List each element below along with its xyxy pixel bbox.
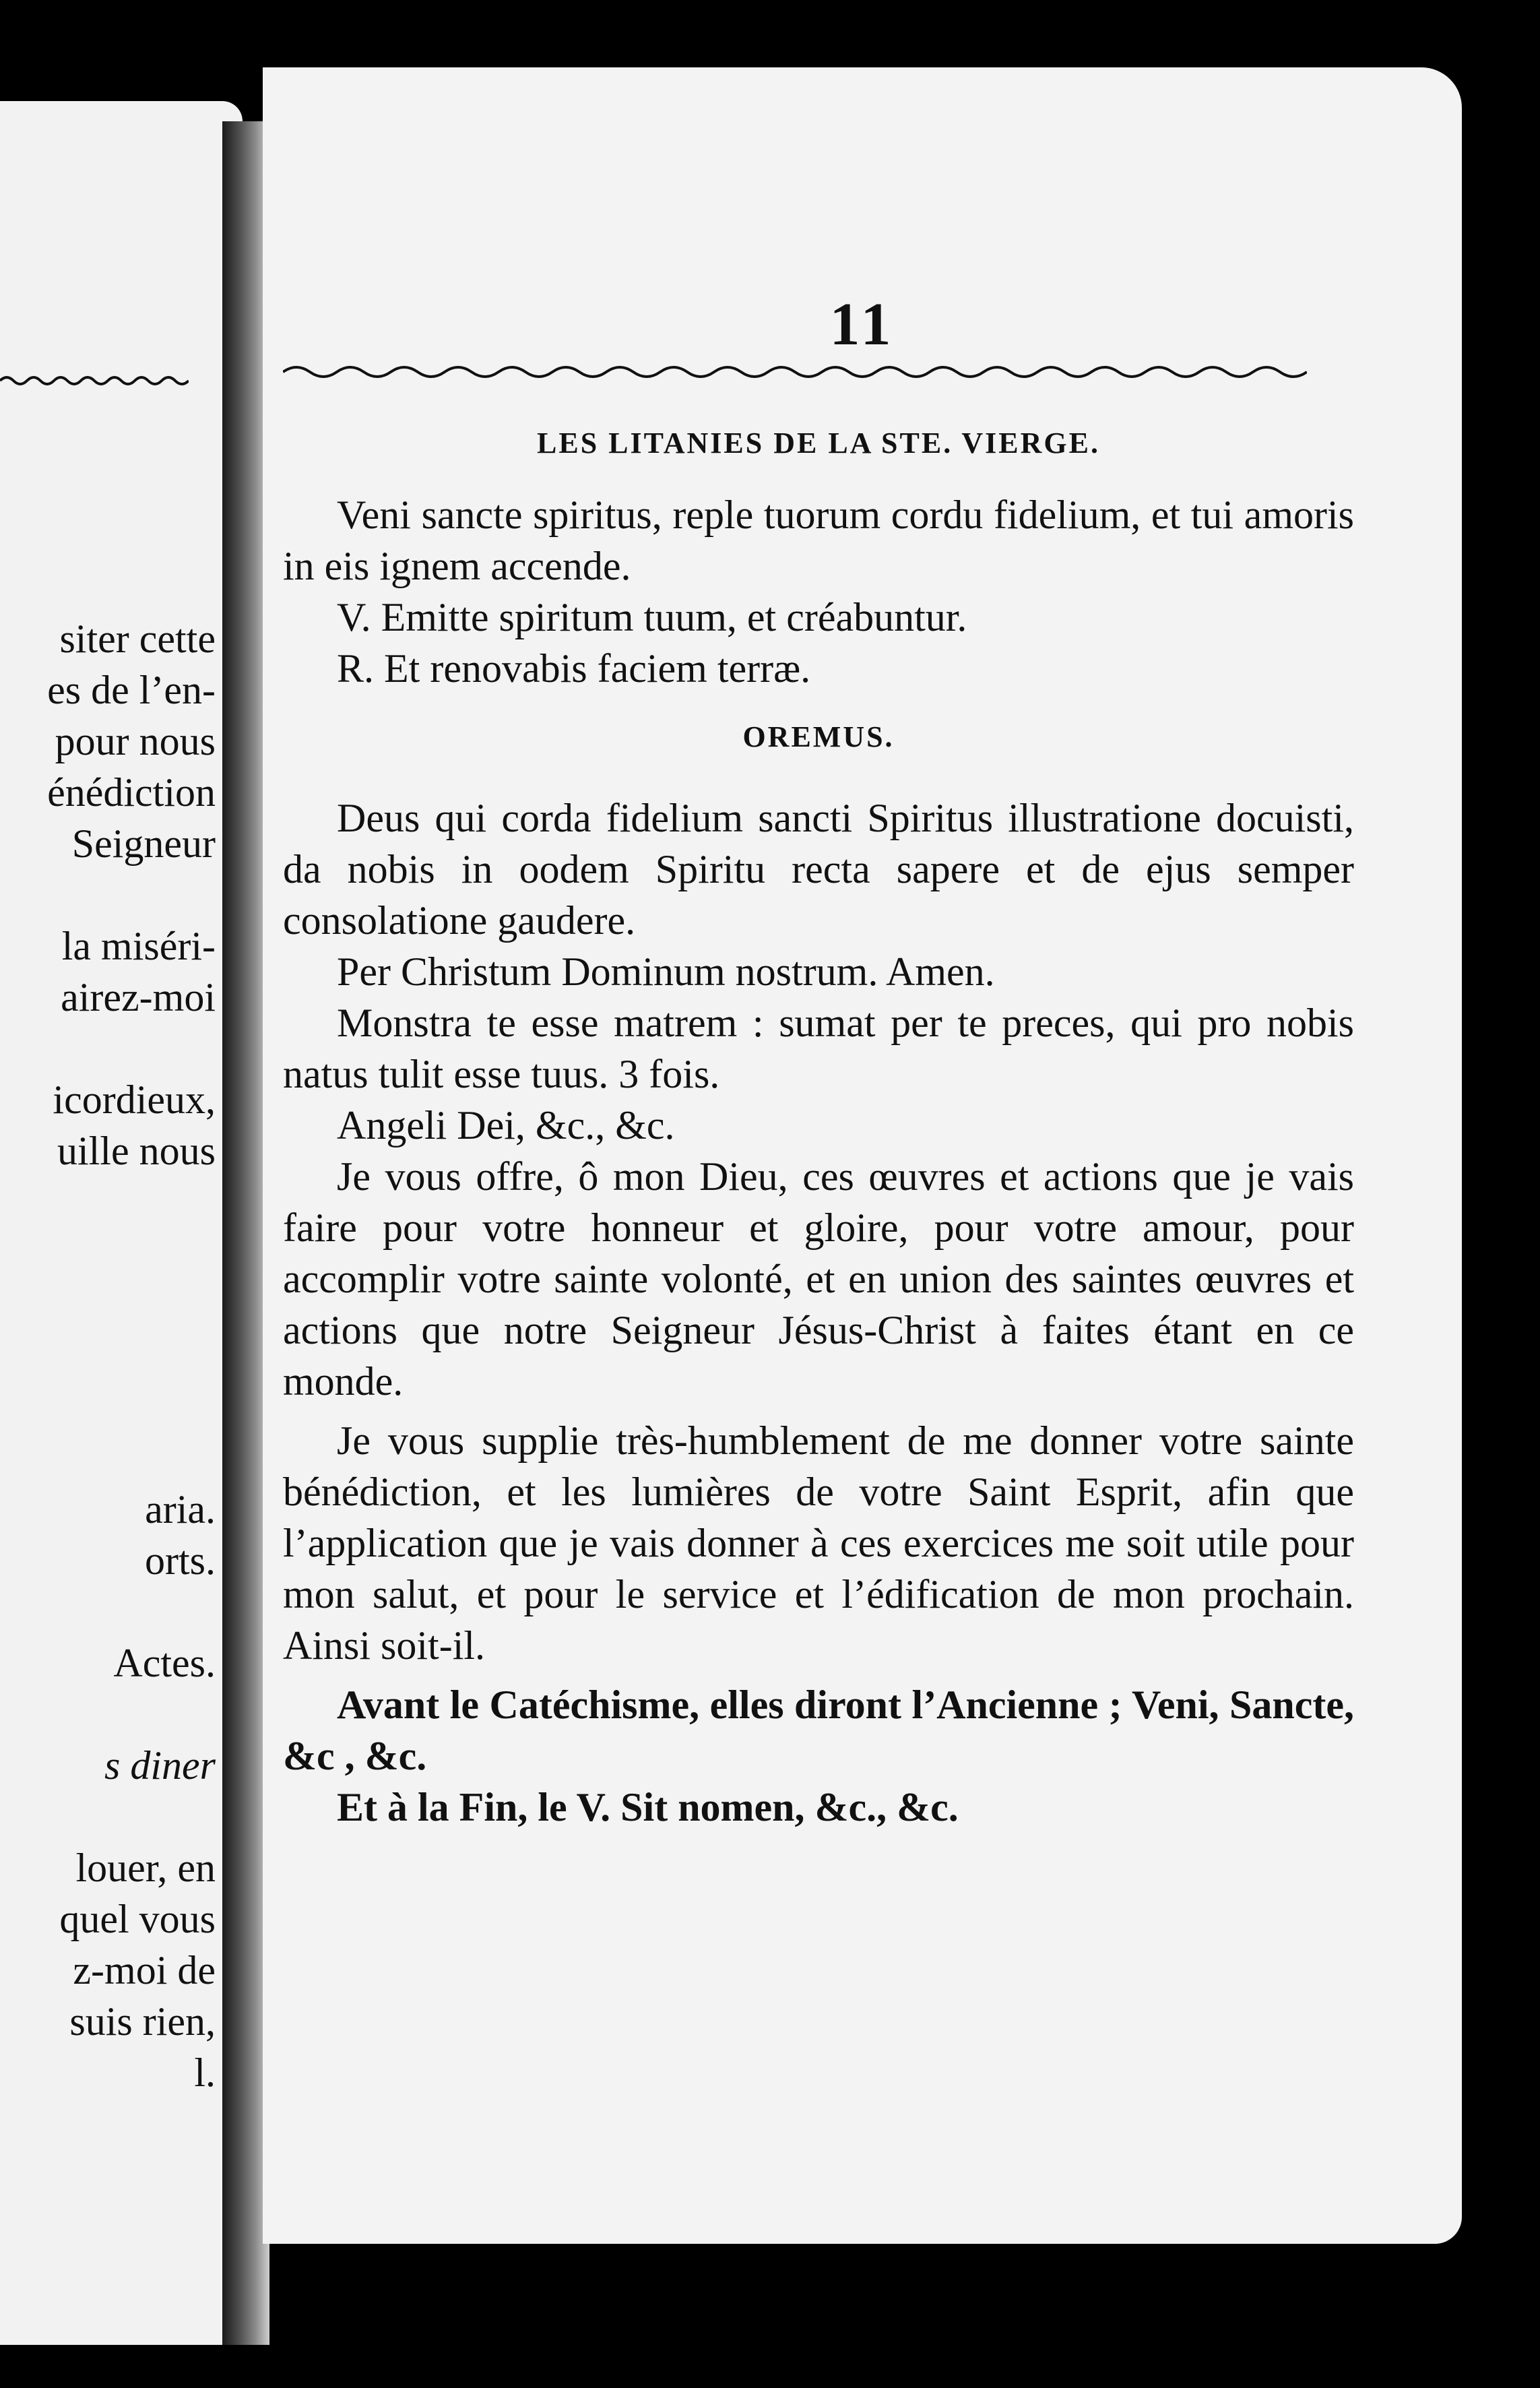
facing-page-line: quel vous <box>59 1897 216 1941</box>
facing-page-line <box>47 1228 216 1279</box>
facing-page-line: orts. <box>145 1538 216 1583</box>
offering-paragraph: Je vous offre, ô mon Dieu, ces œuvres et actions que je vais faire pour votre honneur et gloire, pour votre amour, pour accomplir votre sainte volonté, et en union des saintes œuvres et actions que notre Seigneur Jésus-Christ à faites étant en ce monde. <box>283 1154 1354 1404</box>
facing-page-line: s diner <box>104 1743 216 1788</box>
facing-page-line: louer, en <box>75 1846 216 1890</box>
book-page <box>263 67 1462 2244</box>
facing-page-line: la miséri- <box>61 924 216 968</box>
facing-page-line: l. <box>194 2050 216 2095</box>
facing-page-line <box>47 1791 216 1842</box>
closing-instruction: Et à la Fin, le V. Sit nomen, &c., &c. <box>337 1785 959 1829</box>
wavy-rule <box>283 357 1307 384</box>
angeli-line: Angeli Dei, &c., &c. <box>337 1103 675 1148</box>
facing-page-line: Actes. <box>113 1641 216 1685</box>
catechism-instruction: Avant le Catéchisme, elles diront l’Ancienne ; Veni, Sancte, &c , &c. <box>283 1683 1354 1778</box>
facing-page-line: Seigneur <box>71 821 216 866</box>
facing-page-wavy-rule <box>0 371 189 391</box>
response-line: R. Et renovabis faciem terræ. <box>337 646 811 691</box>
facing-page-line: pour nous <box>55 719 216 763</box>
facing-page-line: suis rien, <box>69 1999 216 2044</box>
facing-page-line: z-moi de <box>73 1948 216 1992</box>
facing-page-line: es de l’en- <box>47 668 216 712</box>
facing-page-line <box>47 1279 216 1330</box>
facing-page-line <box>47 1023 216 1074</box>
facing-page-line <box>47 1381 216 1433</box>
page-number: 11 <box>829 291 895 358</box>
facing-page-line <box>47 1433 216 1484</box>
facing-page-line: airez-moi <box>61 975 216 1019</box>
facing-page-line: siter cette <box>59 617 216 661</box>
facing-page-line <box>47 869 216 920</box>
per-christum-line: Per Christum Dominum nostrum. Amen. <box>337 949 995 994</box>
facing-page-text <box>47 613 216 2098</box>
facing-page <box>0 101 243 2345</box>
facing-page-line: uille nous <box>57 1129 216 1173</box>
deus-paragraph: Deus qui corda fidelium sancti Spiritus illustratione docuisti, da nobis in oodem Spiritu recta sapere et de ejus semper consolatione gaudere. <box>283 796 1354 943</box>
oremus-heading: OREMUS. <box>742 720 895 753</box>
facing-page-line: énédiction <box>47 770 216 815</box>
facing-page-line: aria. <box>145 1487 216 1532</box>
monstra-paragraph: Monstra te esse matrem : sumat per te preces, qui pro nobis natus tulit esse tuus. 3 fois. <box>283 1001 1354 1096</box>
versicle-line: V. Emitte spiritum tuum, et créabuntur. <box>337 595 967 639</box>
facing-page-line: icordieux, <box>53 1077 216 1122</box>
facing-page-line <box>47 1176 216 1228</box>
facing-page-line <box>47 1586 216 1637</box>
page-body <box>283 418 1354 1833</box>
facing-page-line <box>47 1330 216 1381</box>
supplication-paragraph: Je vous supplie très-humblement de me donner votre sainte bénédiction, et les lumières de votre Saint Esprit, afin que l’application que je vais donner à ces exercices me soit utile pour mon salut, et pour le service et l’édification de mon prochain. Ainsi soit-il. <box>283 1418 1354 1668</box>
section-heading: LES LITANIES DE LA STE. VIERGE. <box>537 427 1100 460</box>
facing-page-line <box>47 1689 216 1740</box>
veni-paragraph: Veni sancte spiritus, reple tuorum cordu fidelium, et tui amoris in eis ignem accende. <box>283 493 1354 588</box>
